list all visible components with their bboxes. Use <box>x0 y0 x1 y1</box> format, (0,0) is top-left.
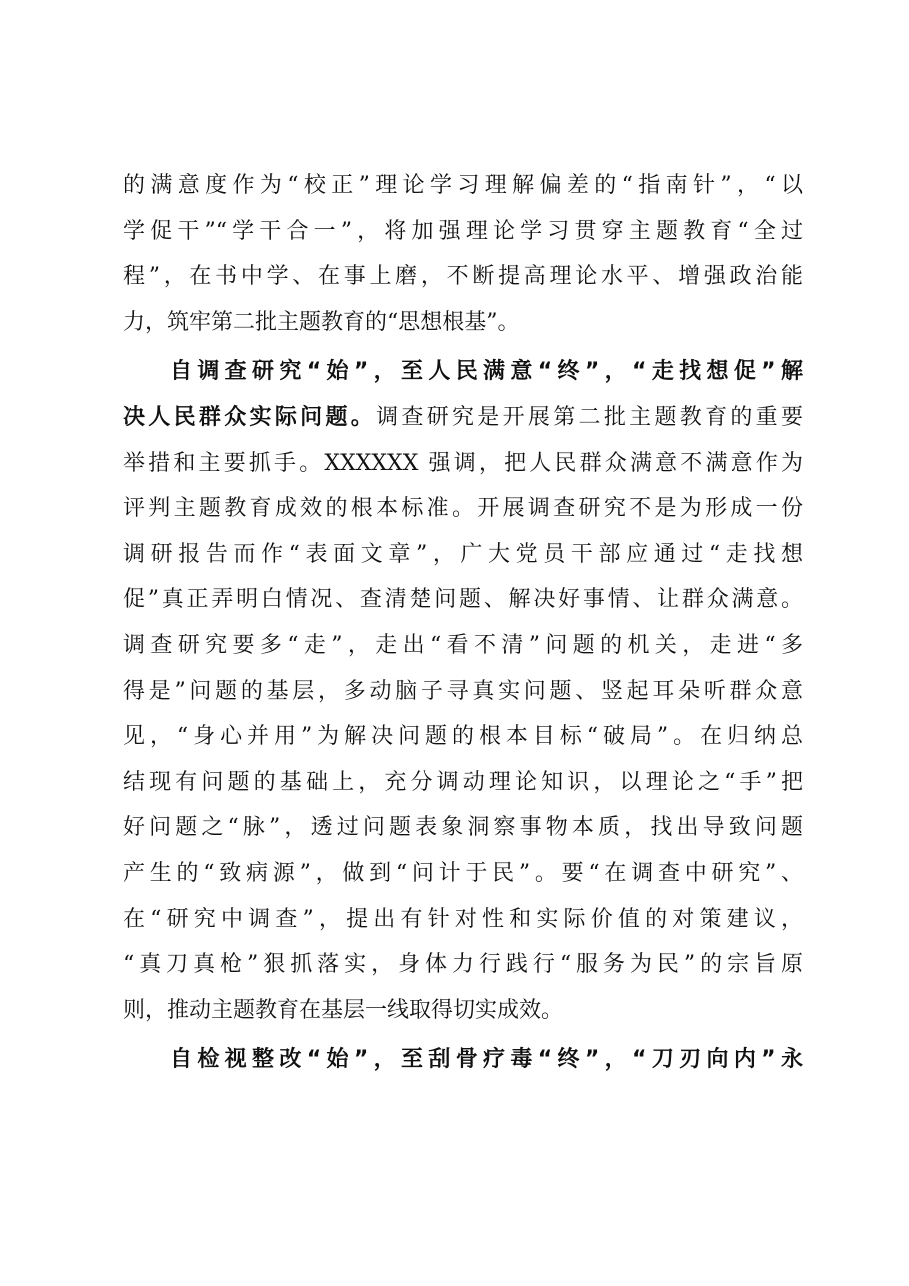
line-text: 力，筑牢第二批主题教育的“思想根基”。 <box>123 309 520 335</box>
text-line <box>123 577 803 623</box>
line-text: “真刀真枪”狠抓落实，身体力行践行“服务为民”的宗旨原 <box>123 952 803 978</box>
text-line <box>123 254 803 300</box>
line-text: 调研报告而作“表面文章”，广大党员干部应通过“走找想 <box>123 541 803 567</box>
line-text: 学促干”“学干合一”，将加强理论学习贯穿主题教育“全过 <box>123 218 803 244</box>
line-text: 结现有问题的基础上，充分调动理论知识，以理论之“手”把 <box>123 769 803 795</box>
section-heading-text: 自调查研究“始”，至人民满意“终”，“走找想促”解 <box>170 359 803 385</box>
line-text: 得是”问题的基层，多动脑子寻真实问题、竖起耳朵听群众意 <box>123 678 803 704</box>
text-line <box>123 532 803 578</box>
line-text: 见，“身心并用”为解决问题的根本目标“破局”。在归纳总 <box>123 724 803 750</box>
text-line <box>123 669 803 715</box>
text-line <box>123 395 803 441</box>
text-line <box>123 988 803 1034</box>
text-line <box>123 486 803 532</box>
line-text: 则，推动主题教育在基层一线取得切实成效。 <box>123 997 564 1023</box>
line-text: 评判主题教育成效的根本标准。开展调查研究不是为形成一份 <box>123 496 803 522</box>
section-heading-line <box>123 349 803 395</box>
line-text: 调查研究要多“走”，走出“看不清”问题的机关，走进“多 <box>123 632 803 658</box>
text-line <box>123 760 803 806</box>
line-text: 好问题之“脉”，透过问题表象洞察事物本质，找出导致问题 <box>123 815 803 841</box>
section-heading-text: 决人民群众实际问题。 <box>123 404 377 430</box>
text-line <box>123 441 803 487</box>
line-text: 在“研究中调查”，提出有针对性和实际价值的对策建议， <box>123 906 803 932</box>
text-line <box>123 623 803 669</box>
text-line <box>123 897 803 943</box>
text-line <box>123 209 803 255</box>
line-text: 举措和主要抓手。XXXXXX 强调，把人民群众满意不满意作为 <box>123 450 803 476</box>
line-text: 程”，在书中学、在事上磨，不断提高理论水平、增强政治能 <box>123 264 803 290</box>
section-heading-text: 自检视整改“始”，至刮骨疗毒“终”，“刀刃向内”永 <box>170 1047 803 1073</box>
section-heading-line <box>123 1037 803 1083</box>
text-line <box>123 805 803 851</box>
line-text: 调查研究是开展第二批主题教育的重要 <box>376 404 803 430</box>
line-text: 产生的“致病源”，做到“问计于民”。要“在调查中研究”、 <box>123 860 803 886</box>
text-line <box>123 851 803 897</box>
document-body <box>123 163 803 1083</box>
text-line <box>123 714 803 760</box>
text-line <box>123 163 803 209</box>
line-text: 促”真正弄明白情况、查清楚问题、解决好事情、让群众满意。 <box>123 587 803 613</box>
line-text: 的满意度作为“校正”理论学习理解偏差的“指南针”，“以 <box>123 173 803 198</box>
text-line <box>123 300 803 346</box>
text-line <box>123 942 803 988</box>
